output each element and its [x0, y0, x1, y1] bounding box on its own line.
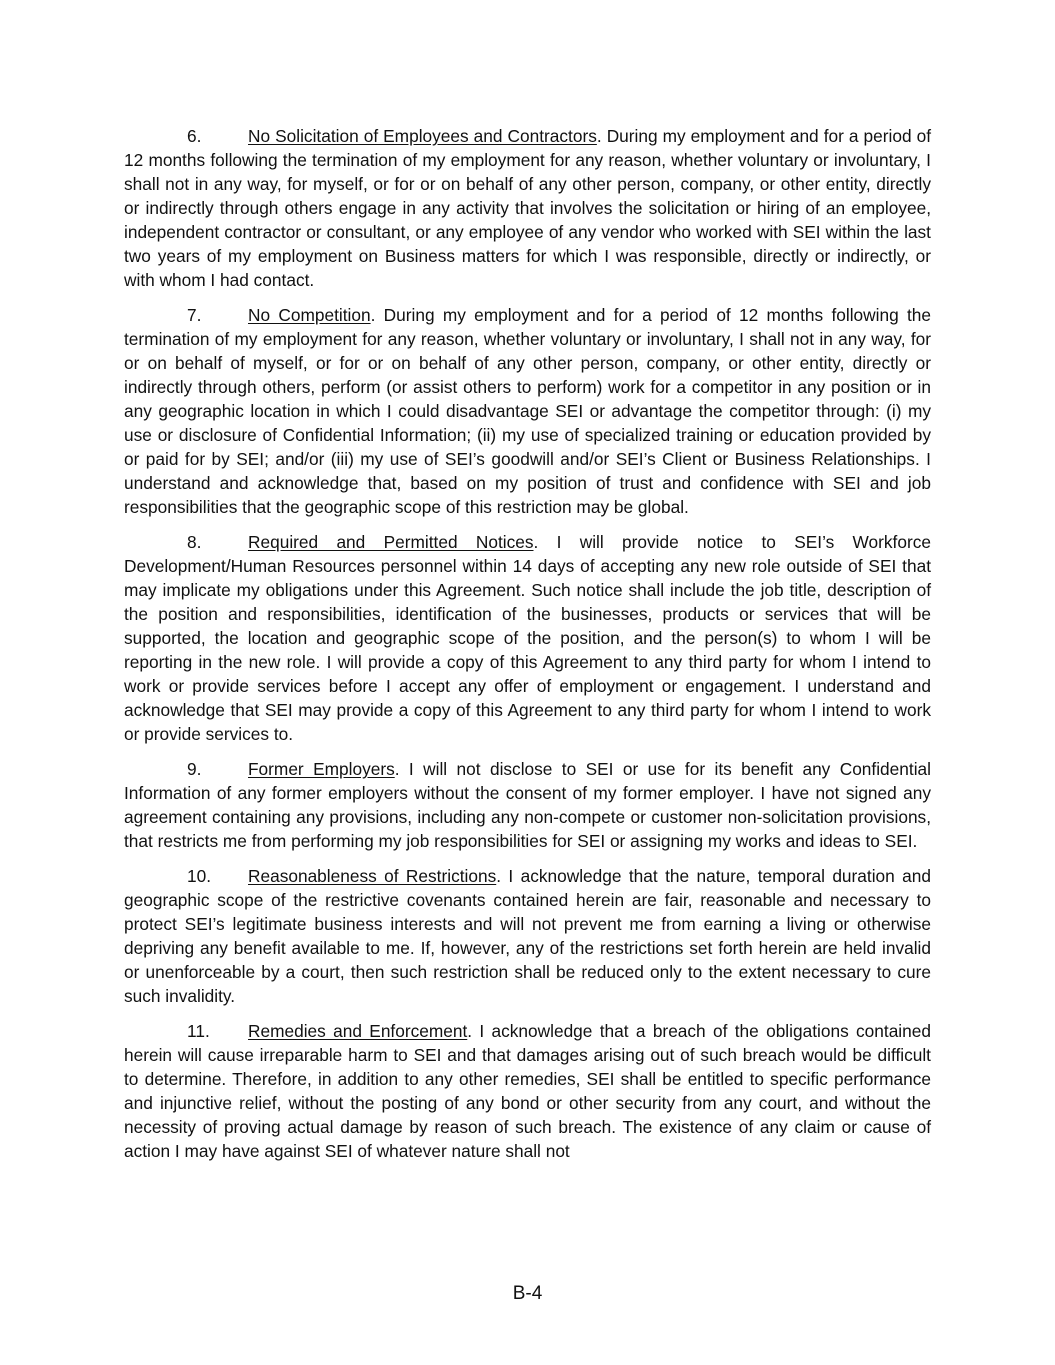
section-number: 11. [187, 1021, 210, 1041]
section-body: . During my employment and for a period of 12 months following the termination of my employment for any reason, whether voluntary or involuntary, I shall not in any way, for or on behalf of myself, or for or on behalf of any other person, company, or other entity, directly or indirectly through others, perform (or assist others to perform) work for a competitor in any position or in any geographic location in which I could disadvantage SEI or advantage the competitor through: (i) my use or disclosure of Confidential Information; (ii) my use of specialized training or education provided by or paid for by SEI; and/or (iii) my use of SEI’s goodwill and/or SEI’s Client or Business Relationships. I understand and acknowledge that, based on my position of trust and confidence with SEI and job responsibilities that the geographic scope of this restriction may be global. [124, 305, 931, 517]
section-body: . I acknowledge that the nature, temporal duration and geographic scope of the restrictive covenants contained herein are fair, reasonable and necessary to protect SEI’s legitimate business interests and will not prevent me from earning a living or otherwise depriving any benefit available to me. If, however, any of the restrictions set forth herein are held invalid or unenforceable by a court, then such restriction shall be reduced only to the extent necessary to cure such invalidity. [124, 866, 932, 1006]
section-body: . During my employment and for a period of 12 months following the termination of my employment for any reason, whether voluntary or involuntary, I shall not in any way, for myself, or for or on behalf of any other person, company, or other entity, directly or indirectly through others engage in any activity that involves the solicitation or hiring of an employee, independent contractor or consultant, or any employee of any vendor who worked with SEI within the last two years of my employment on Business matters for which I was responsible, directly or indirectly, or with whom I had contact. [124, 126, 932, 290]
section-number: 6. [187, 126, 202, 146]
section-heading: No Competition [248, 305, 371, 325]
section-heading: Required and Permitted Notices [248, 532, 534, 552]
section-body: . I acknowledge that a breach of the obligations contained herein will cause irreparable harm to SEI and that damages arising out of such breach would be difficult to determine. Therefore, in addition to any other remedies, SEI shall be entitled to specific performance and injunctive relief, without the posting of any bond or other security from any court, and without the necessity of proving actual damage by reason of such breach. The existence of any claim or cause of action I may have against SEI of whatever nature shall not [124, 1021, 931, 1161]
section-heading: Former Employers [248, 759, 395, 779]
document-body [124, 124, 931, 1174]
section-6 [124, 124, 931, 292]
section-10 [124, 864, 931, 1008]
section-body: . I will not disclose to SEI or use for its benefit any Confidential Information of any former employers without the consent of my former employer. I have not signed any agreement containing any provisions, including any non-compete or customer non-solicitation provisions, that restricts me from performing my job responsibilities for SEI or assigning my works and ideas to SEI. [124, 759, 931, 851]
section-7 [124, 303, 931, 519]
section-heading: No Solicitation of Employees and Contractors [248, 126, 597, 146]
section-9 [124, 757, 931, 853]
section-heading: Reasonableness of Restrictions [248, 866, 497, 886]
section-heading: Remedies and Enforcement [248, 1021, 468, 1041]
section-8 [124, 530, 931, 746]
section-11 [124, 1019, 931, 1163]
section-number: 8. [187, 532, 202, 552]
section-number: 10. [187, 866, 212, 886]
section-body: . I will provide notice to SEI’s Workforce Development/Human Resources personnel within 14 days of accepting any new role outside of SEI that may implicate my obligations under this Agreement. Such notice shall include the job title, description of the position and responsibilities, identification of the businesses, products or services that will be supported, the location and geographic scope of the position, and the person(s) to whom I will be reporting in the new role. I will provide a copy of this Agreement to any third party for whom I intend to work or provide services before I accept any offer of employment or engagement. I understand and acknowledge that SEI may provide a copy of this Agreement to any third party for whom I intend to work or provide services to. [124, 532, 931, 744]
section-number: 7. [187, 305, 202, 325]
page-number: B-4 [512, 1283, 543, 1304]
section-number: 9. [187, 759, 202, 779]
